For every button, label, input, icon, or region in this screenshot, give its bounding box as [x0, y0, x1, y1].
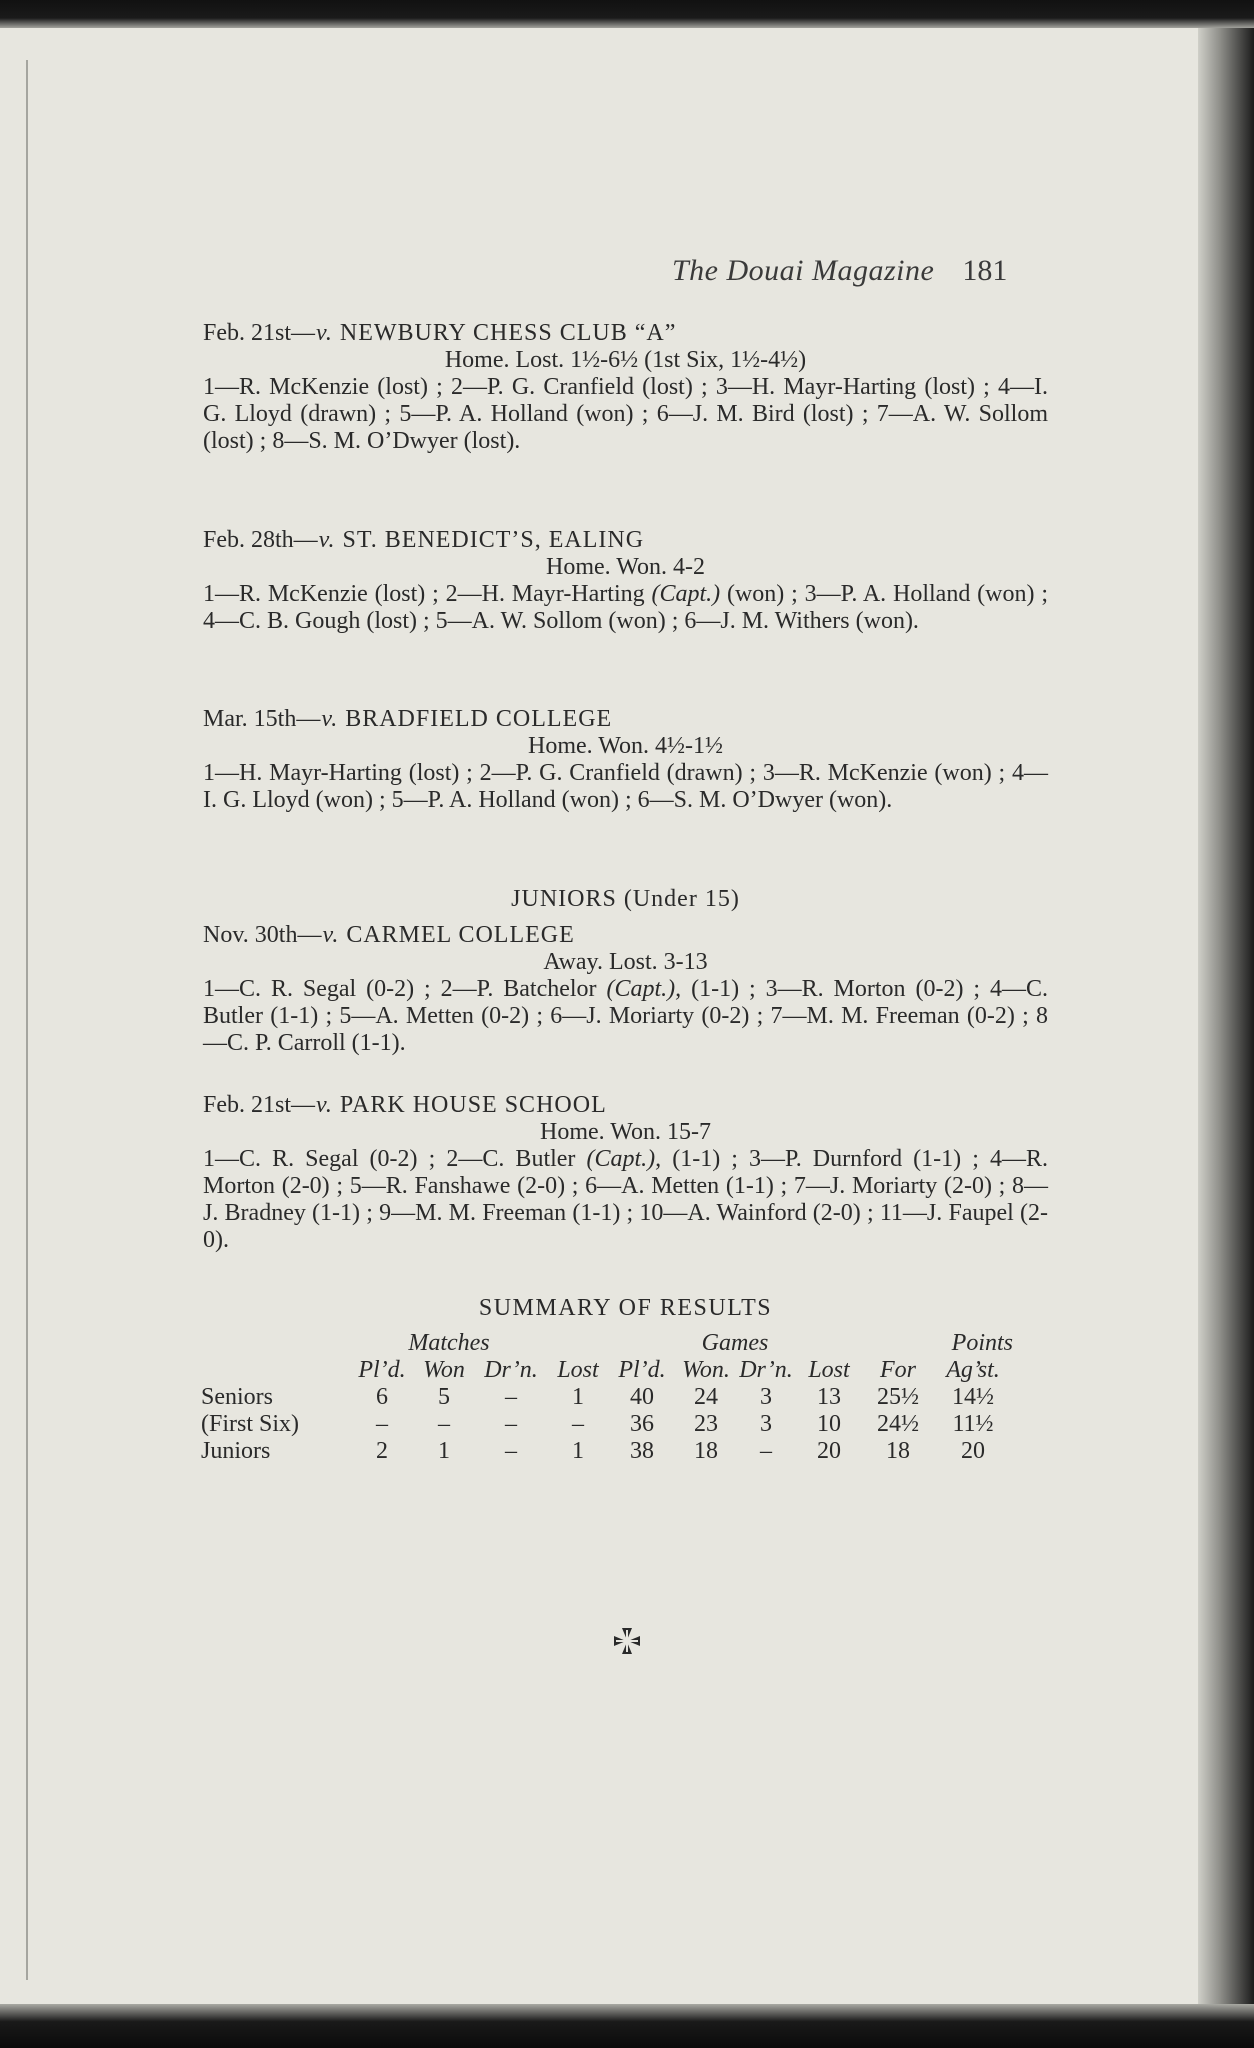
match-details [203, 1146, 1048, 1254]
match-st-benedicts [203, 527, 1048, 635]
table-cell: 20 [817, 1438, 841, 1464]
match-result: Home. Won. 15-7 [540, 1119, 711, 1145]
details-text: (1-1) ; 3—R. Morton (0-2) ; 4—C. Butler (1-1) ; 5—A. Metten (0-2) ; 6—J. Moriarty (0-2) ; 7—M. M. Freeman (0-2) ; 8—C. P. Carroll (1-1). [203, 976, 1048, 1056]
opponent-name: ST. BENEDICT’S, EALING [342, 527, 645, 553]
col-header: Pl’d. [358, 1357, 406, 1383]
book-gutter [1198, 28, 1254, 2008]
cross-pattee-ornament-icon [612, 1626, 642, 1656]
match-date: Feb. 21st [203, 320, 292, 346]
match-details [203, 976, 1048, 1057]
table-cell: 2 [376, 1438, 388, 1464]
magazine-title: The Douai Magazine [672, 254, 935, 287]
captain-mark: (Capt.) [651, 581, 721, 607]
versus-label: v. [316, 320, 333, 346]
table-cell: 1 [438, 1438, 450, 1464]
match-park-house [203, 1092, 1048, 1254]
table-cell: 18 [694, 1438, 718, 1464]
table-cell: – [572, 1411, 584, 1437]
match-result: Home. Lost. 1½-6½ (1st Six, 1½-4½) [444, 347, 807, 373]
table-cell: – [760, 1438, 772, 1464]
table-cell: – [505, 1438, 517, 1464]
match-result: Away. Lost. 3-13 [543, 949, 708, 975]
group-header-row [201, 1330, 1013, 1357]
table-cell: 3 [760, 1384, 772, 1410]
match-date: Feb. 21st [203, 1092, 292, 1118]
points-group-header: Points [951, 1330, 1013, 1356]
col-header: For [880, 1357, 916, 1383]
details-text: 1—C. R. Segal (0-2) ; 2—P. Batchelor [203, 976, 607, 1002]
table-row [201, 1384, 1013, 1411]
match-details: 1—H. Mayr-Harting (lost) ; 2—P. G. Cranfield (drawn) ; 3—R. McKenzie (won) ; 4—I. G. Lloyd (won) ; 5—P. A. Holland (won) ; 6—S. M. O’Dwyer (won). [203, 760, 1048, 813]
row-label: Seniors [201, 1384, 273, 1410]
row-label: Juniors [201, 1438, 271, 1464]
row-label: (First Six) [201, 1411, 300, 1437]
table-cell: 18 [886, 1438, 910, 1464]
captain-mark: (Capt.), [586, 1146, 662, 1172]
page-fold-line [26, 60, 28, 1980]
table-cell: 20 [961, 1438, 985, 1464]
col-header: Pl’d. [618, 1357, 666, 1383]
match-result: Home. Won. 4-2 [546, 554, 705, 580]
versus-label: v. [322, 922, 340, 948]
col-header: Won. [682, 1357, 730, 1383]
table-cell: 38 [630, 1438, 654, 1464]
col-header: Won [423, 1357, 465, 1383]
table-cell: 10 [817, 1411, 841, 1437]
match-date: Mar. 15th [203, 706, 297, 732]
versus-label: v. [318, 527, 336, 553]
table-cell: 11½ [952, 1411, 994, 1437]
table-cell: 5 [438, 1384, 450, 1410]
match-heading: Nov. 30th—v. CARMEL COLLEGE [203, 922, 575, 948]
match-heading: Feb. 28th—v. ST. BENEDICT’S, EALING [203, 527, 645, 553]
table-cell: – [376, 1411, 388, 1437]
match-details: 1—R. McKenzie (lost) ; 2—P. G. Cranfield (lost) ; 3—H. Mayr-Harting (lost) ; 4—I. G. Lloyd (drawn) ; 5—P. A. Holland (won) ; 6—J. M. Bird (lost) ; 7—A. W. Sollom (lost) ; 8—S. M. O’Dwyer (lost). [203, 374, 1048, 454]
summary-table [201, 1330, 1013, 1465]
col-header: Lost [557, 1357, 599, 1383]
table-cell: 13 [817, 1384, 841, 1410]
match-carmel [203, 922, 1048, 1057]
table-cell: 14½ [952, 1384, 994, 1410]
juniors-heading: JUNIORS (Under 15) [511, 886, 740, 912]
table-cell: 25½ [877, 1384, 919, 1410]
match-bradfield [203, 706, 1048, 814]
col-header: Ag’st. [946, 1357, 1000, 1383]
table-cell: 40 [630, 1384, 654, 1410]
table-cell: – [438, 1411, 450, 1437]
opponent-name: PARK HOUSE SCHOOL [339, 1092, 607, 1118]
details-text: (won) ; 3—P. A. Holland (won) ; 4—C. B. Gough (lost) ; 5—A. W. Sollom (won) ; 6—J. M. Withers (won). [203, 581, 1048, 634]
match-heading: Feb. 21st—v. PARK HOUSE SCHOOL [203, 1092, 607, 1118]
match-heading: Feb. 21st—v. NEWBURY CHESS CLUB “A” [203, 320, 677, 346]
versus-label: v. [316, 1092, 333, 1118]
bottom-page-edge [0, 2004, 1254, 2048]
table-row [201, 1438, 1013, 1465]
games-group-header: Games [701, 1330, 769, 1356]
table-cell: 6 [376, 1384, 388, 1410]
match-date: Nov. 30th [203, 922, 298, 948]
page-number: 181 [962, 254, 1008, 287]
match-result: Home. Won. 4½-1½ [528, 733, 723, 759]
versus-label: v. [321, 706, 339, 732]
summary-title: SUMMARY OF RESULTS [478, 1295, 773, 1321]
opponent-name: CARMEL COLLEGE [346, 922, 575, 948]
table-cell: 23 [694, 1411, 718, 1437]
column-header-row [201, 1357, 1013, 1384]
top-page-edge [0, 0, 1254, 30]
table-cell: 24½ [877, 1411, 919, 1437]
running-head [672, 254, 1048, 288]
matches-group-header: Matches [408, 1330, 490, 1356]
table-cell: 1 [572, 1438, 584, 1464]
table-cell: 24 [694, 1384, 718, 1410]
table-cell: 36 [630, 1411, 654, 1437]
table-cell: 3 [760, 1411, 772, 1437]
details-text: (1-1) ; 3—P. Durnford (1-1) ; 4—R. Morton (2-0) ; 5—R. Fanshawe (2-0) ; 6—A. Metten (1-1) ; 7—J. Moriarty (2-0) ; 8—J. Bradney (1-1) ; 9—M. M. Freeman (1-1) ; 10—A. Wainford (2-0) ; 11—J. Faupel (2-0). [203, 1146, 1048, 1253]
match-date: Feb. 28th [203, 527, 294, 553]
table-row [201, 1411, 1013, 1438]
col-header: Dr’n. [739, 1357, 793, 1383]
match-heading: Mar. 15th—v. BRADFIELD COLLEGE [203, 706, 613, 732]
opponent-name: NEWBURY CHESS CLUB “A” [339, 320, 677, 346]
col-header: Dr’n. [484, 1357, 538, 1383]
col-header: Lost [808, 1357, 850, 1383]
match-details [203, 581, 1048, 635]
details-text: 1—R. McKenzie (lost) ; 2—H. Mayr-Harting [203, 581, 652, 607]
table-cell: 1 [572, 1384, 584, 1410]
opponent-name: BRADFIELD COLLEGE [345, 706, 613, 732]
table-cell: – [505, 1411, 517, 1437]
captain-mark: (Capt.), [606, 976, 682, 1002]
details-text: 1—C. R. Segal (0-2) ; 2—C. Butler [203, 1146, 587, 1172]
match-newbury [203, 320, 1048, 455]
table-cell: – [505, 1384, 517, 1410]
